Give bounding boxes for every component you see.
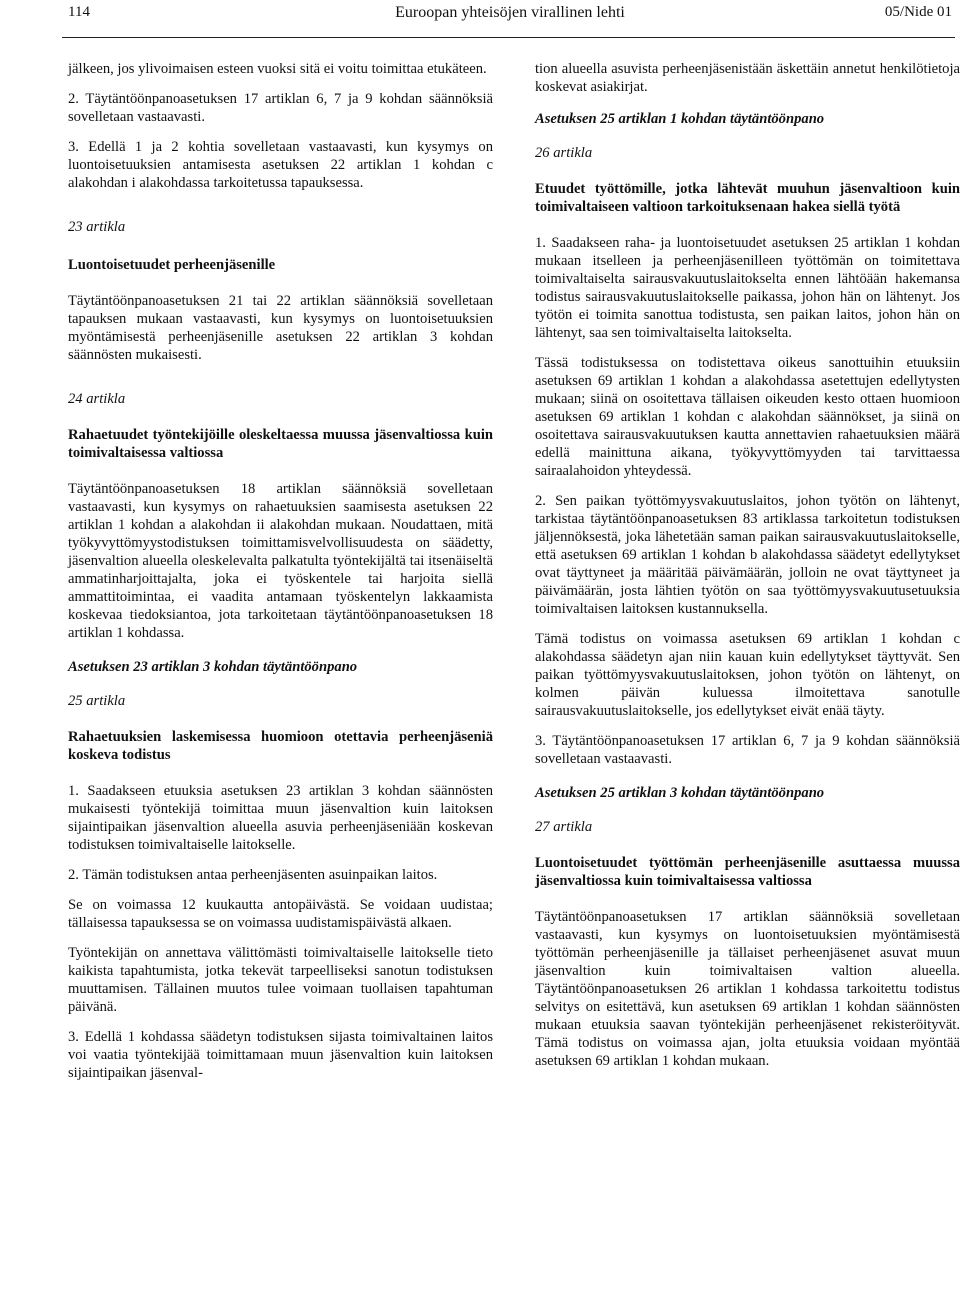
- article-title: Rahaetuudet työntekijöille oleskeltaessa muussa jäsenvaltiossa kuin toimivaltaisessa valtiossa: [68, 427, 493, 461]
- implementation-heading: Asetuksen 25 artiklan 3 kohdan täytäntöönpano: [535, 785, 825, 801]
- article-title: Rahaetuuksien laskemisessa huomioon otettavia perheenjäseniä koskeva todistus: [68, 729, 493, 763]
- paragraph: 2. Täytäntöönpanoasetuksen 17 artiklan 6, 7 ja 9 kohdan säännöksiä sovelletaan vastaavasti.: [68, 91, 493, 125]
- article-text: Täytäntöönpanoasetuksen 17 artiklan säännöksiä sovelletaan vastaavasti, kun kysymys on luontoisetuuksien myöntämisestä työttömän perheenjäsenille ja tällaiset perheenjäsenet asuvat muun jäsenvaltion kuin toimivaltaisen valtion alueella. Täytäntöönpanoasetuksen 26 artiklan 1 kohdassa tarkoitettu todistus selvitys on esitettävä, kun asetuksen 69 artiklan 1 kohdan säännösten mukaan etuuksia saavan työntekijän perheenjäsenet rekisteröityvät. Tämä todistus on voimassa ajan, jolta etuuksia voidaan myöntää asetuksen 69 artiklan 1 kohdan mukaan.: [535, 909, 960, 1069]
- article-text: Tämä todistus on voimassa asetuksen 69 artiklan 1 kohdan c alakohdassa säädetyn ajan niin kauan kuin edellytykset täyttyvät. Sen paikan työttömyysvakuutuslaitoksen, johon työtön on lähtenyt, on kolmen päivän kuluessa ilmoitettava sanotulle sairausvakuutuslaitokselle, jos edellytykset eivät enää täyty.: [535, 631, 960, 719]
- article-number: 23 artikla: [68, 219, 126, 235]
- article-text: Täytäntöönpanoasetuksen 18 artiklan säännöksiä sovelletaan vastaavasti, kun kysymys on rahaetuuksien saamisesta asetuksen 22 artiklan 1 kohdan a alakohdan ii alakohdan mukaan. Noudattaen, mitä työkyvyttömyystodistuksen toimittamisvelvollisuudesta on säädetty, jäsenvaltion alueella oleskelevalta palkatulta työntekijältä tai itsenäiseltä ammatinharjoittajalta, joka ei työskentele tai harjoita siellä ammattitoimintaa, ei vaadita antamaan työskentelyn lakkaamista koskevaa tiedoksiantoa, jota tarkoitetaan täytäntöönpanoasetuksen 18 artiklan 1 kohdassa.: [68, 481, 493, 641]
- left-column: [68, 60, 493, 1082]
- article-title: Etuudet työttömille, jotka lähtevät muuhun jäsenvaltioon kuin toimivaltaiseen valtioon tarkoituksenaan hakea siellä työtä: [535, 181, 960, 215]
- article-number: 27 artikla: [535, 819, 593, 835]
- article-text: Se on voimassa 12 kuukautta antopäivästä. Se voidaan uudistaa; tällaisessa tapauksessa se on voimassa uudistamispäivästä alkaen.: [68, 897, 493, 931]
- page-number: 114: [68, 4, 90, 20]
- volume-label: 05/Nide 01: [884, 4, 952, 20]
- article-text: 3. Täytäntöönpanoasetuksen 17 artiklan 6, 7 ja 9 kohdan säännöksiä sovelletaan vastaavasti.: [535, 733, 960, 767]
- article-number: 25 artikla: [68, 693, 126, 709]
- article-text: 2. Sen paikan työttömyysvakuutuslaitos, johon työtön on lähtenyt, tarkistaa täytäntöönpanoasetuksen 83 artiklassa tarkoitetun todistuksen jäljennöksestä, joka lähetetään saman paikan sairausvakuutuslaitokselle, että asetuksen 69 artiklan 1 kohdan b alakohdassa säädetyt edellytykset ovat täyttyneet ja määritää päivämäärän, jolloin ne ovat täyttyneet ja päivämäärän, josta lähtien työtön on saa työttömyysvakuutusetuuksia toimivaltaisen laitoksen kustannuksella.: [535, 493, 960, 617]
- article-text: 1. Saadakseen raha- ja luontoisetuudet asetuksen 25 artiklan 1 kohdan mukaan itselleen ja perheenjäsenilleen työttömän on toimitettava toimivaltaiselta sairausvakuutuslaitokselta ennen lähtöään hakemansa todistus sairausvakuutuslaitokselle paikassa, johon hän on lähtenyt. Jos työtön ei toimita sanottua todistusta, sen paikan laitos, johon hän on lähtenyt, saa sen toimivaltaiselta laitokselta.: [535, 235, 960, 341]
- article-number: 24 artikla: [68, 391, 126, 407]
- page-header: [68, 4, 952, 28]
- article-text: 1. Saadakseen etuuksia asetuksen 23 artiklan 3 kohdan säännösten mukaisesti työntekijä toimittaa muun jäsenvaltion kuin laitoksen sijaintipaikan jäsenvaltion alueella asuvia perheenjäseniään koskevan todistuksen toimivaltaiselle laitokselle.: [68, 783, 493, 853]
- article-number: 26 artikla: [535, 145, 593, 161]
- article-text: Tässä todistuksessa on todistettava oikeus sanottuihin etuuksiin asetuksen 69 artiklan 1 kohdan a alakohdassa asetettujen edellytysten mukaan; siinä on osoitettava tällaisen oikeuden kesto ottaen huomioon asetuksen 69 artiklan 1 kohdan c alakohdan säännökset, ja siinä on osoitettava sairausvakuutuksen kautta annettavien rahaetuuksien määrä edellä mainittuna aikana, työkyvyttömyyden tai tarvittaessa sairaalahoidon yhteydessä.: [535, 355, 960, 479]
- header-divider: [62, 37, 955, 38]
- paragraph: tion alueella asuvista perheenjäsenistään äskettäin annetut henkilötietoja koskevat asiakirjat.: [535, 61, 960, 95]
- article-title: Luontoisetuudet työttömän perheenjäsenille asuttaessa muussa jäsenvaltiossa kuin toimivaltaisessa valtiossa: [535, 855, 960, 889]
- article-text: Täytäntöönpanoasetuksen 21 tai 22 artiklan säännöksiä sovelletaan tapauksen mukaan vastaavasti, kun kysymys on luontoisetuuksien myöntämisestä perheenjäsenille asetuksen 22 artiklan 3 kohdan säännösten mukaisesti.: [68, 293, 493, 363]
- article-text: Työntekijän on annettava välittömästi toimivaltaiselle laitokselle tieto kaikista tapahtumista, jotka tekevät tarpeelliseksi sanotun todistuksen muuttamisen. Tällainen muutos tulee voimaan tuollaisen tapahtuman päivänä.: [68, 945, 493, 1015]
- implementation-heading: Asetuksen 25 artiklan 1 kohdan täytäntöönpano: [535, 111, 825, 127]
- paragraph: 3. Edellä 1 ja 2 kohtia sovelletaan vastaavasti, kun kysymys on luontoisetuuksien antamisesta asetuksen 22 artiklan 1 kohdan c alakohdan i alakohdassa tarkoitetussa tapauksessa.: [68, 139, 493, 191]
- article-text: 2. Tämän todistuksen antaa perheenjäsenten asuinpaikan laitos.: [68, 867, 438, 883]
- right-column: [535, 60, 960, 1070]
- article-text: 3. Edellä 1 kohdassa säädetyn todistuksen sijasta toimivaltainen laitos voi vaatia työntekijää toimittamaan muun jäsenvaltion kuin laitoksen sijaintipaikan jäsenval-: [68, 1029, 493, 1081]
- journal-title: Euroopan yhteisöjen virallinen lehti: [395, 4, 625, 21]
- article-title: Luontoisetuudet perheenjäsenille: [68, 257, 276, 273]
- implementation-heading: Asetuksen 23 artiklan 3 kohdan täytäntöönpano: [68, 659, 358, 675]
- paragraph: jälkeen, jos ylivoimaisen esteen vuoksi sitä ei voitu toimittaa etukäteen.: [68, 61, 487, 77]
